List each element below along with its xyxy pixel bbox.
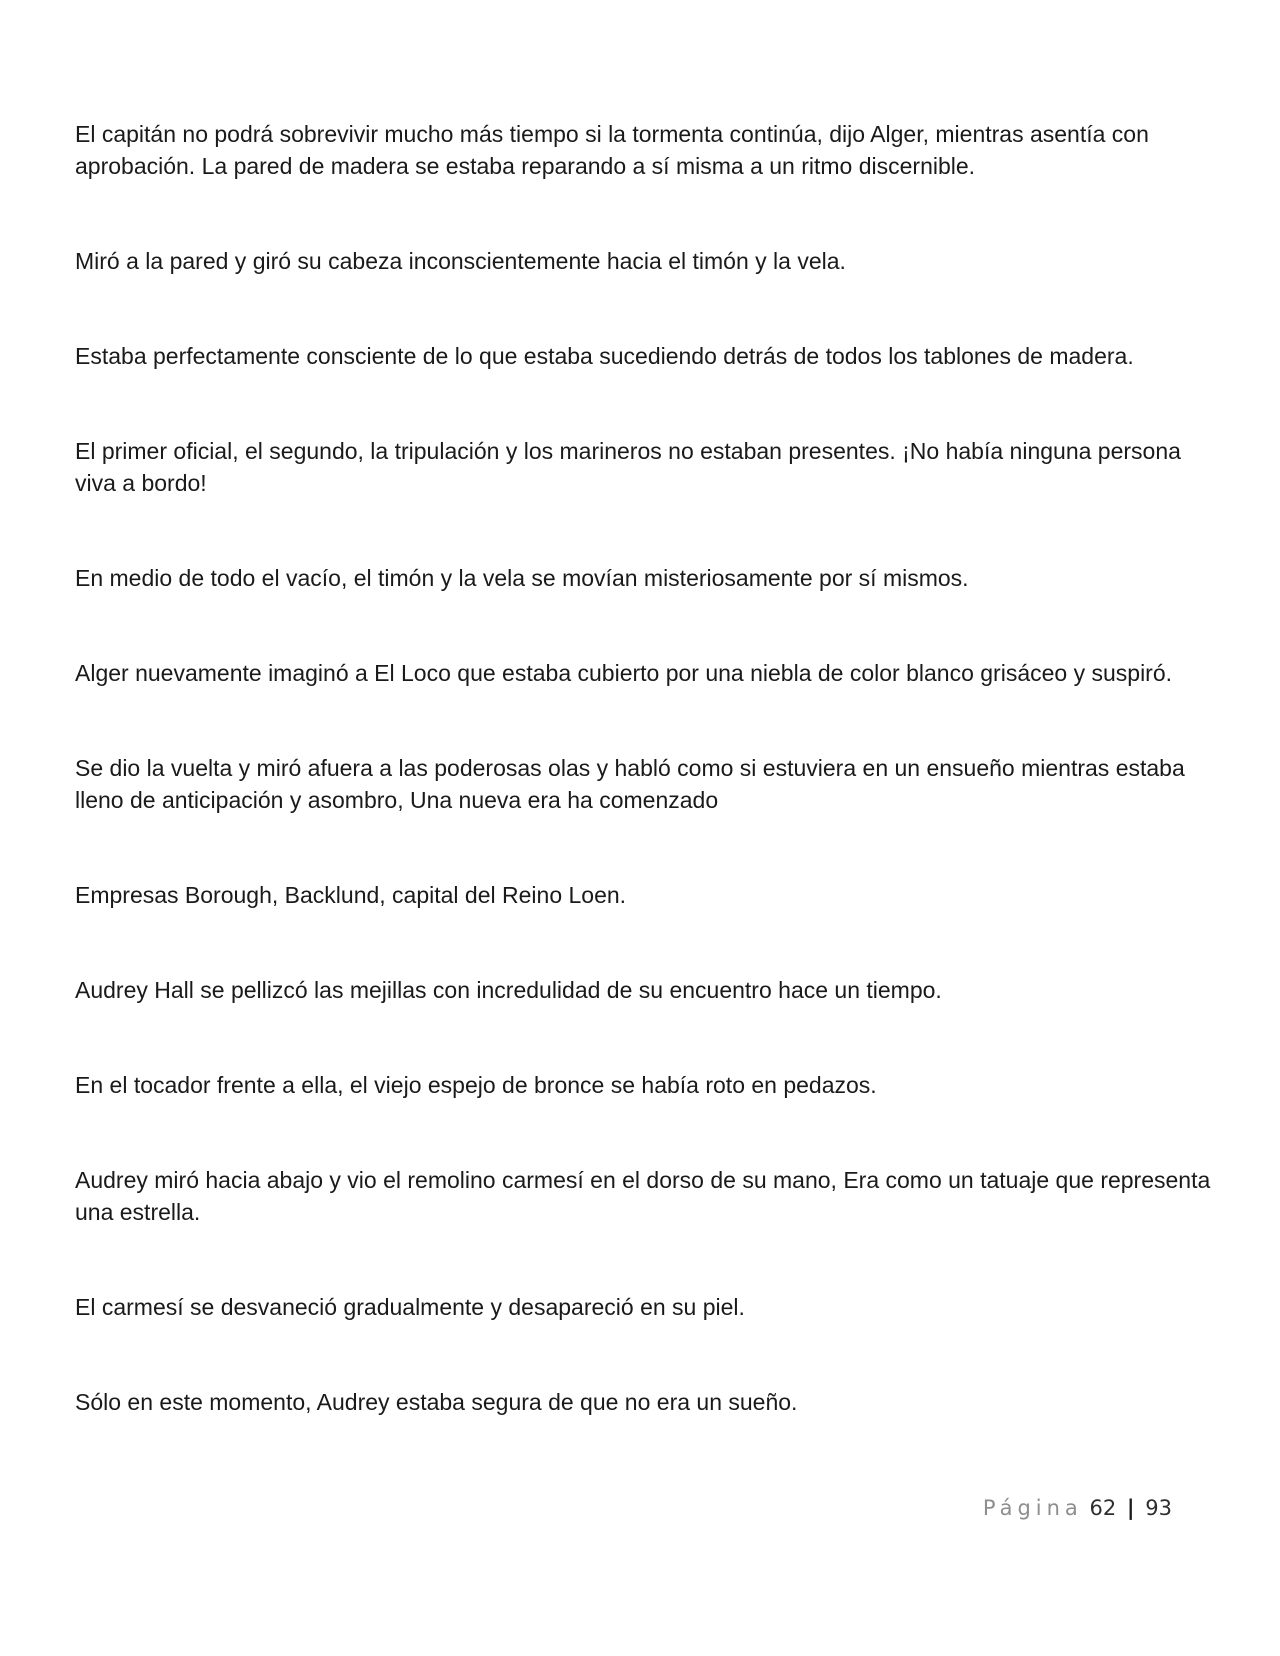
body-text xyxy=(75,118,1215,1481)
paragraph: Se dio la vuelta y miró afuera a las poderosas olas y habló como si estuviera en un ensueño mientras estaba lleno de anticipación y asombro, Una nueva era ha comenzado xyxy=(75,755,1185,813)
page-separator: | xyxy=(1126,1496,1135,1520)
paragraph: Audrey Hall se pellizcó las mejillas con incredulidad de su encuentro hace un tiempo. xyxy=(75,977,942,1003)
paragraph: El primer oficial, el segundo, la tripulación y los marineros no estaban presentes. ¡No había ninguna persona viva a bordo! xyxy=(75,438,1181,496)
paragraph: Empresas Borough, Backlund, capital del Reino Loen. xyxy=(75,882,627,908)
paragraph: El carmesí se desvaneció gradualmente y desapareció en su piel. xyxy=(75,1294,745,1320)
paragraph: Miró a la pared y giró su cabeza inconscientemente hacia el timón y la vela. xyxy=(75,248,846,274)
total-pages-number: 93 xyxy=(1145,1496,1172,1520)
current-page-number: 62 xyxy=(1089,1496,1117,1520)
paragraph: En medio de todo el vacío, el timón y la vela se movían misteriosamente por sí mismos. xyxy=(75,565,969,591)
paragraph: Sólo en este momento, Audrey estaba segura de que no era un sueño. xyxy=(75,1389,798,1415)
paragraph: En el tocador frente a ella, el viejo espejo de bronce se había roto en pedazos. xyxy=(75,1072,877,1098)
page-label: Página xyxy=(982,1496,1083,1520)
paragraph: Audrey miró hacia abajo y vio el remolino carmesí en el dorso de su mano, Era como un tatuaje que representa una estrella. xyxy=(75,1167,1211,1225)
page-footer xyxy=(0,1494,1172,1522)
paragraph: El capitán no podrá sobrevivir mucho más tiempo si la tormenta continúa, dijo Alger, mientras asentía con aprobación. La pared de madera se estaba reparando a sí misma a un ritmo discernible. xyxy=(75,121,1149,179)
paragraph: Alger nuevamente imaginó a El Loco que estaba cubierto por una niebla de color blanco grisáceo y suspiró. xyxy=(75,660,1173,686)
paragraph: Estaba perfectamente consciente de lo que estaba sucediendo detrás de todos los tablones de madera. xyxy=(75,343,1134,369)
